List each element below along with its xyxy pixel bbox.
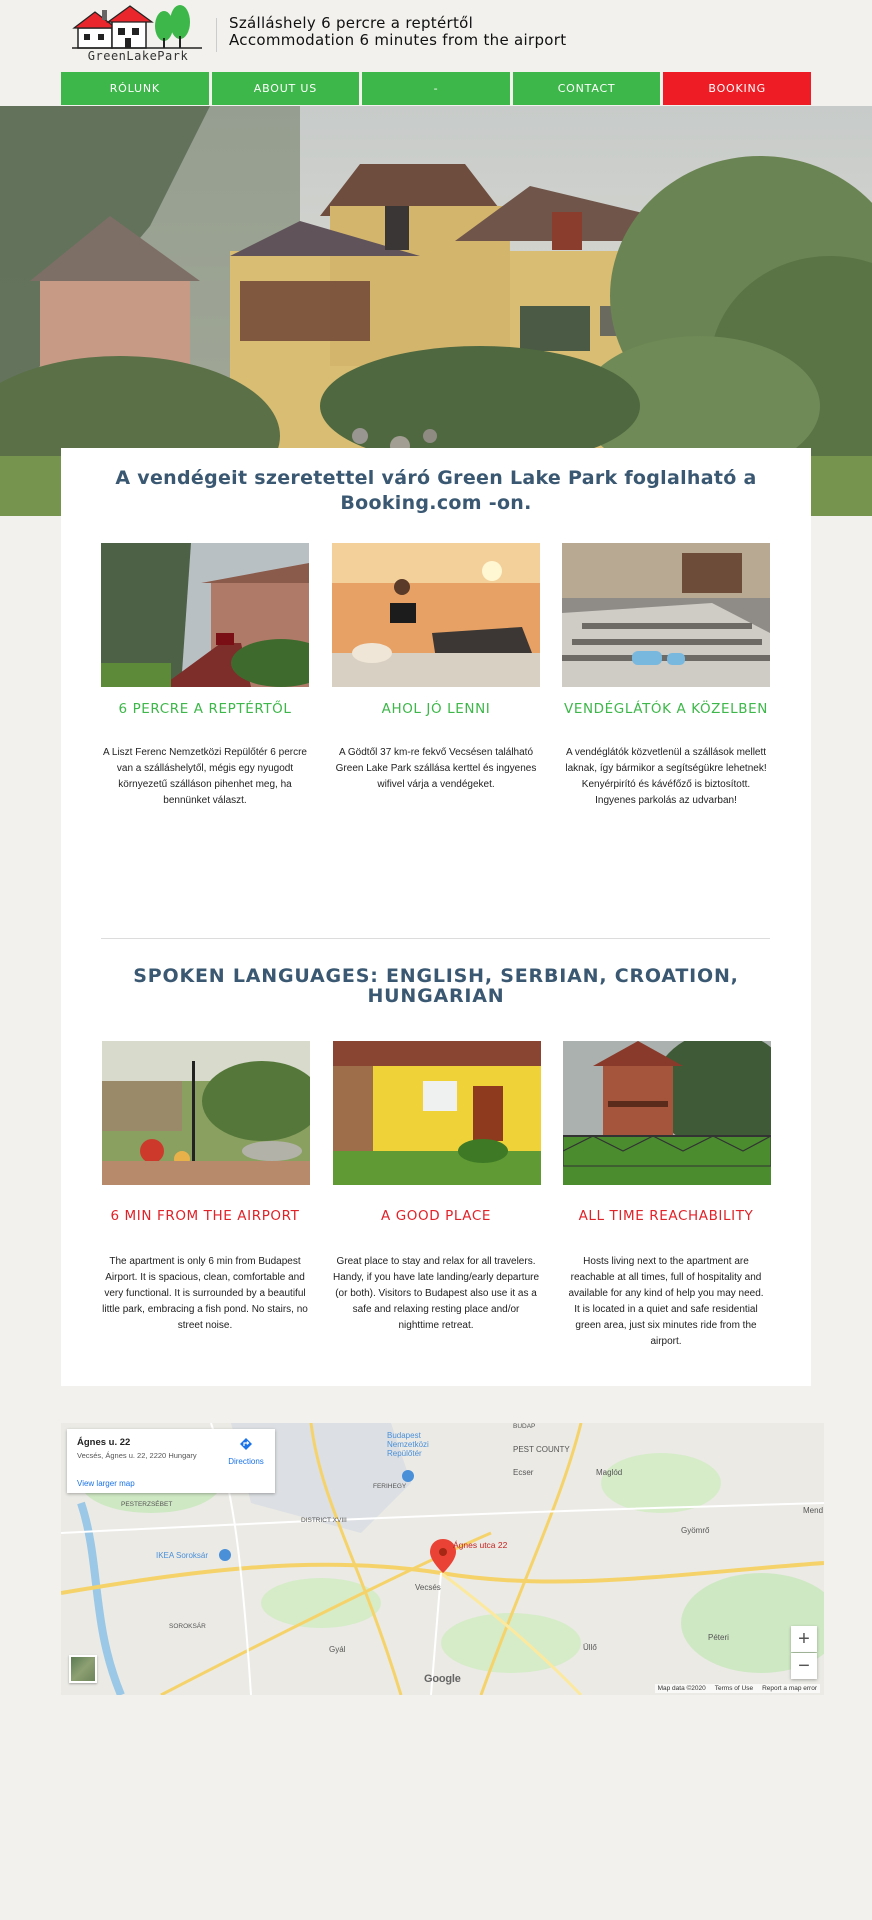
photo-garden bbox=[102, 1041, 310, 1185]
feature-title-hosts-hu: VENDÉGLÁTÓK A KÖZELBEN bbox=[564, 701, 768, 717]
nav-item-contact[interactable]: CONTACT bbox=[513, 72, 661, 105]
map-label-pesterzsebet: PESTERZSÉBET bbox=[121, 1501, 173, 1508]
photo-house-fence bbox=[563, 1041, 771, 1185]
map-label-pest-county: PEST COUNTY bbox=[513, 1445, 570, 1454]
content-card bbox=[61, 448, 811, 1386]
map-label-budap: BUDAP bbox=[513, 1423, 536, 1430]
tagline bbox=[229, 15, 566, 49]
section-divider bbox=[101, 938, 770, 939]
map-label-ferihegy: FERIHEGY bbox=[373, 1483, 407, 1490]
feature-text-airport-en: The apartment is only 6 min from Budapest Airport. It is spacious, clean, comfortable and very functional. It is surrounded by a beautiful little park, embracing a fish pond. No stairs, no street noise. bbox=[102, 1256, 308, 1331]
feature-title-reachability-en: ALL TIME REACHABILITY bbox=[578, 1208, 754, 1224]
map-label-ullo: Üllő bbox=[583, 1643, 597, 1652]
logo[interactable] bbox=[72, 4, 204, 62]
header-divider bbox=[216, 18, 217, 52]
terms-of-use-link[interactable]: Terms of Use bbox=[714, 1685, 754, 1692]
feature-text-good-place-hu: A Gödtől 37 km-re fekvő Vecsésen található Green Lake Park szállása kerttel és ingyenes wifivel várja a vendégeket. bbox=[335, 747, 537, 790]
photo-street bbox=[101, 543, 309, 687]
map-footer bbox=[655, 1684, 820, 1693]
house-trees-icon bbox=[72, 4, 204, 50]
map-label-airport: Budapest Nemzetközi Repülőtér bbox=[387, 1431, 429, 1458]
tagline-english: Accommodation 6 minutes from the airport bbox=[229, 31, 567, 49]
report-map-error-link[interactable]: Report a map error bbox=[762, 1685, 817, 1692]
main-nav bbox=[61, 72, 811, 105]
nav-item-about-us[interactable]: ABOUT US bbox=[212, 72, 360, 105]
map-label-ikea: IKEA Soroksár bbox=[156, 1551, 209, 1560]
feature-title-airport-hu: 6 PERCRE A REPTÉRTŐL bbox=[118, 701, 292, 717]
directions-label: Directions bbox=[228, 1457, 264, 1466]
feature-title-good-place-en: A GOOD PLACE bbox=[380, 1208, 492, 1224]
feature-title-airport-en: 6 MIN FROM THE AIRPORT bbox=[110, 1208, 300, 1224]
zoom-in-button[interactable]: + bbox=[791, 1626, 817, 1652]
google-logo: Google bbox=[424, 1673, 461, 1685]
nav-item-booking[interactable]: BOOKING bbox=[663, 72, 811, 105]
map-label-peteri: Péteri bbox=[708, 1633, 729, 1642]
nav-item-rolunk[interactable]: RÓLUNK bbox=[61, 72, 209, 105]
map-label-district: DISTRICT XVIII bbox=[301, 1517, 347, 1524]
map-address: Vecsés, Ágnes u. 22, 2220 Hungary bbox=[77, 1451, 197, 1460]
feature-text-reachability-en: Hosts living next to the apartment are reachable at all times, full of hospitality and available for any kind of help you may need. It is located in a quiet and safe residential green area, just six minutes ride from the airport. bbox=[568, 1256, 764, 1347]
satellite-toggle[interactable] bbox=[69, 1655, 97, 1683]
map-label-gyal: Gyál bbox=[329, 1645, 346, 1654]
feature-title-good-place-hu: AHOL JÓ LENNI bbox=[381, 701, 491, 717]
view-larger-map-link[interactable]: View larger map bbox=[77, 1479, 135, 1488]
zoom-out-button[interactable]: − bbox=[791, 1653, 817, 1679]
map-data-credit: Map data ©2020 bbox=[657, 1685, 706, 1692]
directions-button[interactable] bbox=[224, 1437, 268, 1466]
map-label-gyomro: Gyömrő bbox=[681, 1526, 710, 1535]
feature-text-airport-hu: A Liszt Ferenc Nemzetközi Repülőtér 6 percre van a szálláshelytől, mégis egy nyugodt környezetű szálláson pihenhet meg, ha bennünket választ. bbox=[103, 747, 307, 806]
photo-yellow-house bbox=[333, 1041, 541, 1185]
photo-living-room bbox=[332, 543, 540, 687]
map-label-ecser: Ecser bbox=[513, 1468, 534, 1477]
map-place-name: Ágnes u. 22 bbox=[77, 1437, 131, 1448]
map-label-vecses: Vecsés bbox=[415, 1583, 441, 1592]
logo-text: GreenLakePark bbox=[87, 49, 189, 63]
map-label-maglod: Maglód bbox=[596, 1468, 623, 1477]
tagline-hungarian: Szálláshely 6 percre a reptértől bbox=[229, 14, 474, 32]
feature-text-good-place-en: Great place to stay and relax for all travelers. Handy, if you have late landing/early departure (or both). Visitors to Budapest also use it as a safe and relaxing resting place and/or nighttime retreat. bbox=[332, 1256, 540, 1331]
photo-bedroom bbox=[562, 543, 770, 687]
map-marker-label: Ágnes utca 22 bbox=[453, 1540, 508, 1550]
map-info-card bbox=[67, 1429, 275, 1493]
feature-text-hosts-hu: A vendéglátók közvetlenül a szállások mellett laknak, így bármikor a segítségükre lehetnek! Kenyérpirító és kávéfőző is biztosított. Ingyenes parkolás az udvarban! bbox=[565, 747, 767, 806]
site-header bbox=[0, 0, 872, 72]
map-label-soroksar: SOROKSÁR bbox=[169, 1623, 206, 1630]
map-label-mende: Mend bbox=[803, 1506, 824, 1515]
languages-heading: SPOKEN LANGUAGES: ENGLISH, SERBIAN, CROATION, HUNGARIAN bbox=[133, 965, 739, 1007]
embedded-map[interactable] bbox=[61, 1423, 824, 1695]
directions-icon bbox=[239, 1437, 253, 1451]
nav-item-dash[interactable]: - bbox=[362, 72, 510, 105]
page-heading: A vendégeit szeretettel váró Green Lake Park foglalható a Booking.com -on. bbox=[115, 467, 757, 514]
